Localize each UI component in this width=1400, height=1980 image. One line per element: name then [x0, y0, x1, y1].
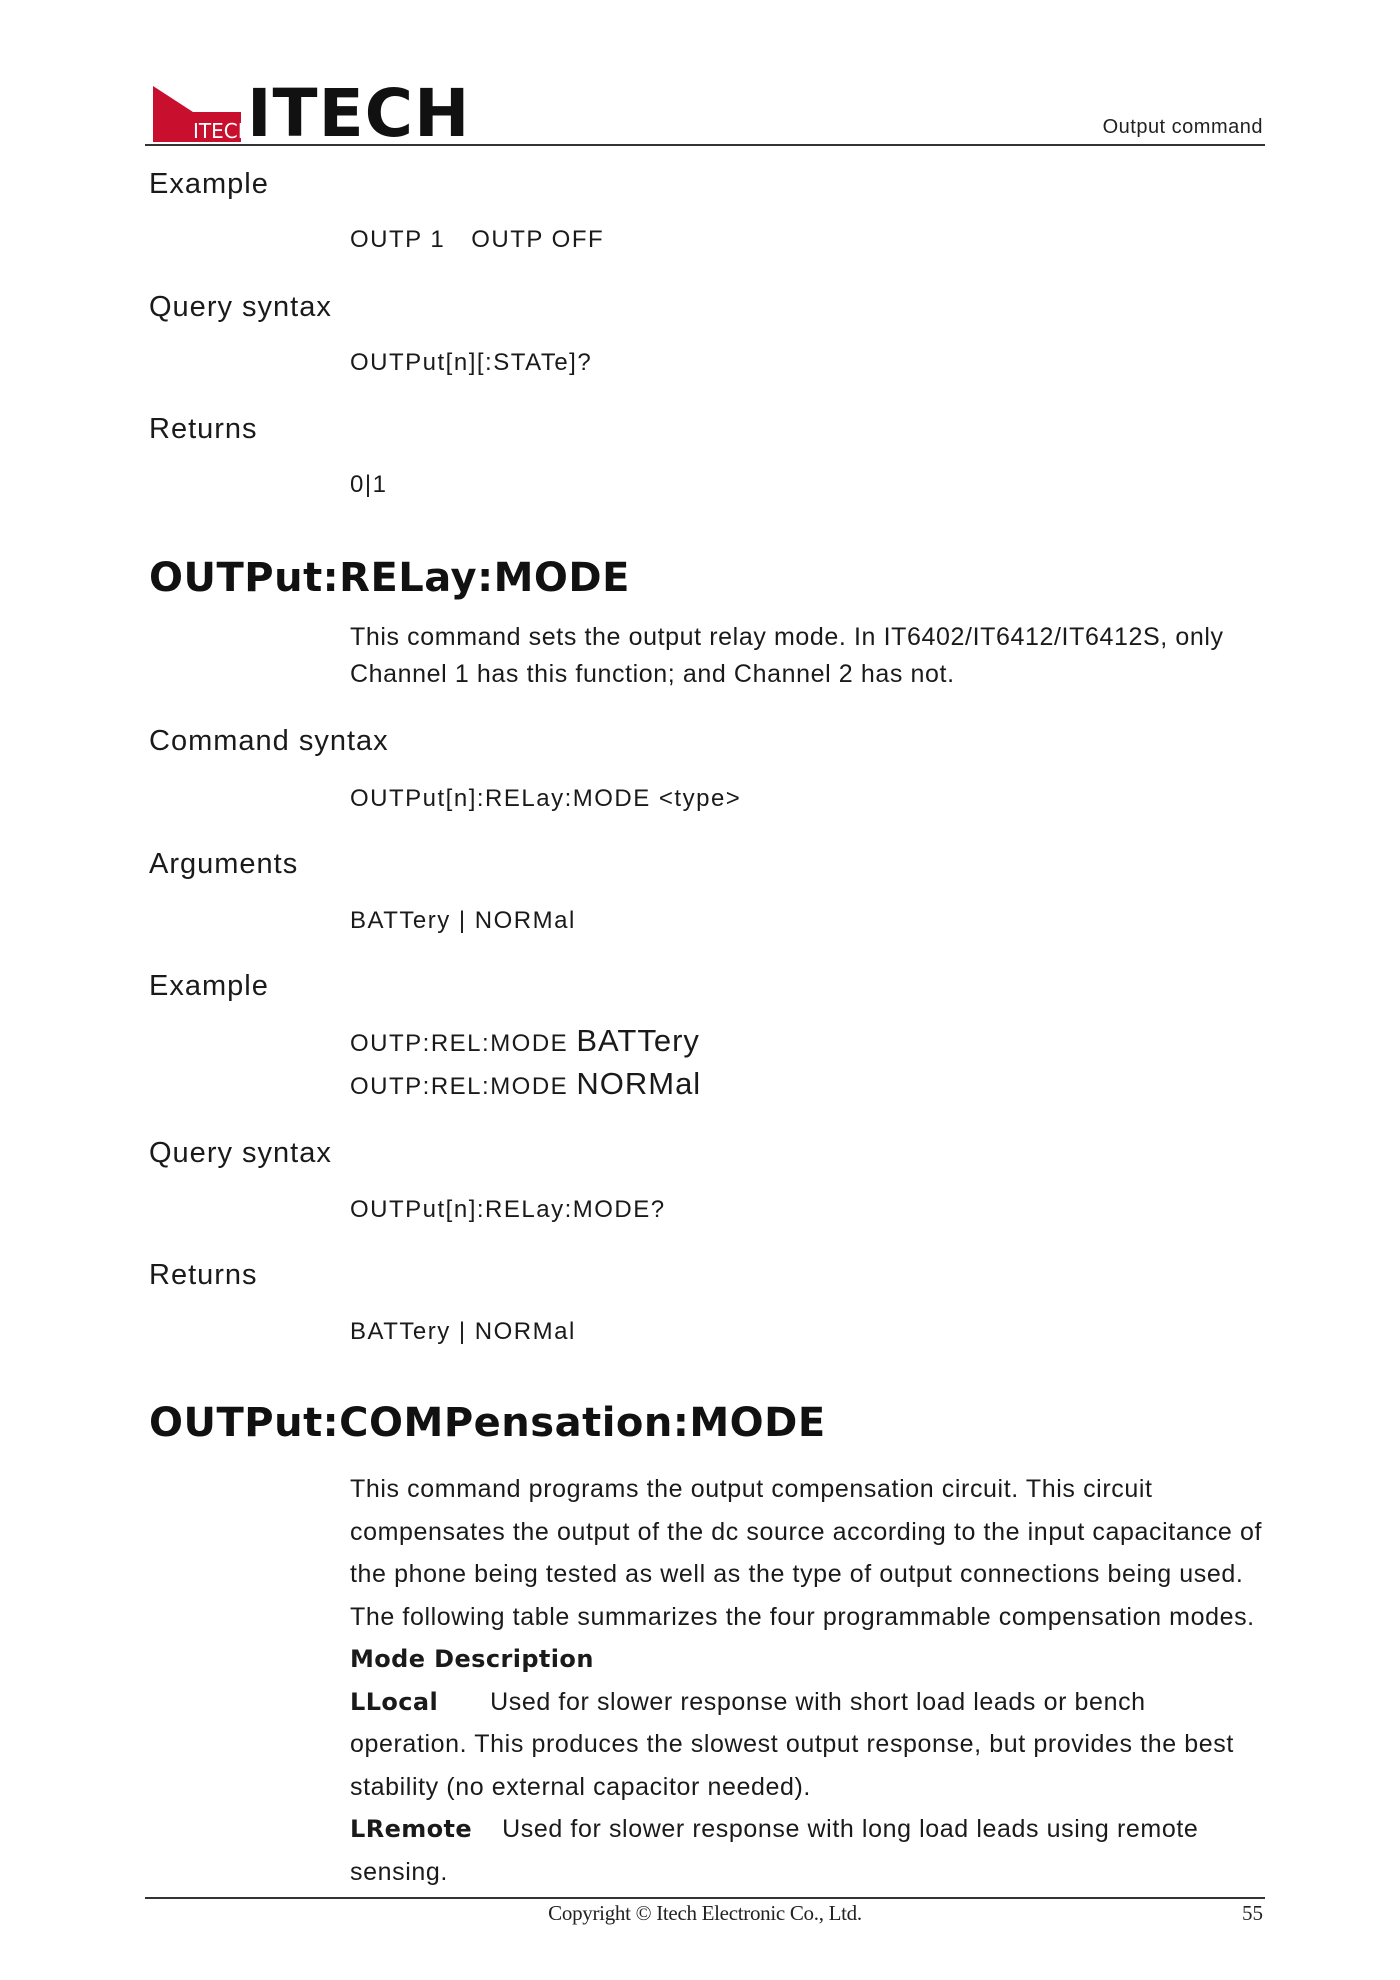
- page-header: [145, 75, 1265, 152]
- example-code-1: OUTP 1: [350, 226, 446, 253]
- mode-llocal-name: LLocal: [350, 1687, 439, 1716]
- compensation-mode-body: [350, 1468, 1265, 1893]
- page-number: 55: [1242, 1901, 1263, 1925]
- compensation-mode-heading: OUTPut:COMPensation:MODE: [149, 1400, 826, 1446]
- relay-example-label: Example: [149, 970, 269, 1002]
- relay-example-2-value: NORMal: [576, 1066, 702, 1101]
- relay-arguments-code: BATTery | NORMal: [350, 907, 576, 934]
- query-syntax-code: OUTPut[n][:STATe]?: [350, 349, 593, 376]
- itech-logo: [153, 75, 471, 152]
- relay-returns-label: Returns: [149, 1259, 258, 1291]
- relay-example-1: [350, 1023, 700, 1059]
- relay-mode-description: This command sets the output relay mode. In IT6402/IT6412/IT6412S, only Channel 1 has this function; and Channel 2 has not.: [350, 623, 1224, 688]
- relay-example-1-prefix: OUTP:REL:MODE: [350, 1030, 577, 1057]
- section-title: Output command: [1102, 116, 1263, 138]
- relay-command-syntax-label: Command syntax: [149, 725, 389, 757]
- relay-example-2-prefix: OUTP:REL:MODE: [350, 1073, 577, 1100]
- relay-arguments-label: Arguments: [149, 848, 299, 880]
- relay-mode-heading: OUTPut:RELay:MODE: [149, 555, 630, 601]
- page-footer: [145, 1897, 1265, 1927]
- relay-query-syntax-code: OUTPut[n]:RELay:MODE?: [350, 1196, 666, 1223]
- svg-text:ITECH: ITECH: [193, 119, 253, 143]
- example-code: [350, 226, 604, 254]
- relay-query-syntax-label: Query syntax: [149, 1137, 332, 1169]
- example-code-2: OUTP OFF: [471, 226, 605, 253]
- relay-example-1-value: BATTery: [576, 1023, 700, 1058]
- returns-code: 0|1: [350, 471, 388, 498]
- logo-wordmark: ITECH: [247, 75, 471, 152]
- example-label: Example: [149, 168, 269, 200]
- relay-example-2: [350, 1066, 701, 1102]
- relay-returns-code: BATTery | NORMal: [350, 1318, 576, 1345]
- mode-lremote-description: Used for slower response with long load leads using remote sensing.: [350, 1815, 1199, 1886]
- itech-logo-mark-icon: [153, 86, 253, 143]
- compensation-mode-description: This command programs the output compensation circuit. This circuit compensates the output of the dc source according to the input capacitance of the phone being tested as well as the type of output connections being used. The following table summarizes the four programmable compensation modes.: [350, 1475, 1263, 1631]
- mode-lremote-name: LRemote: [350, 1815, 473, 1843]
- returns-label: Returns: [149, 413, 258, 445]
- relay-command-syntax-code: OUTPut[n]:RELay:MODE <type>: [350, 785, 742, 812]
- copyright-text: Copyright © Itech Electronic Co., Ltd.: [548, 1901, 862, 1925]
- mode-llocal-description: Used for slower response with short load leads or bench operation. This produces the slowest output response, but provides the best stability (no external capacitor needed).: [350, 1687, 1234, 1801]
- mode-table-heading: Mode Description: [350, 1645, 594, 1673]
- query-syntax-label: Query syntax: [149, 291, 332, 323]
